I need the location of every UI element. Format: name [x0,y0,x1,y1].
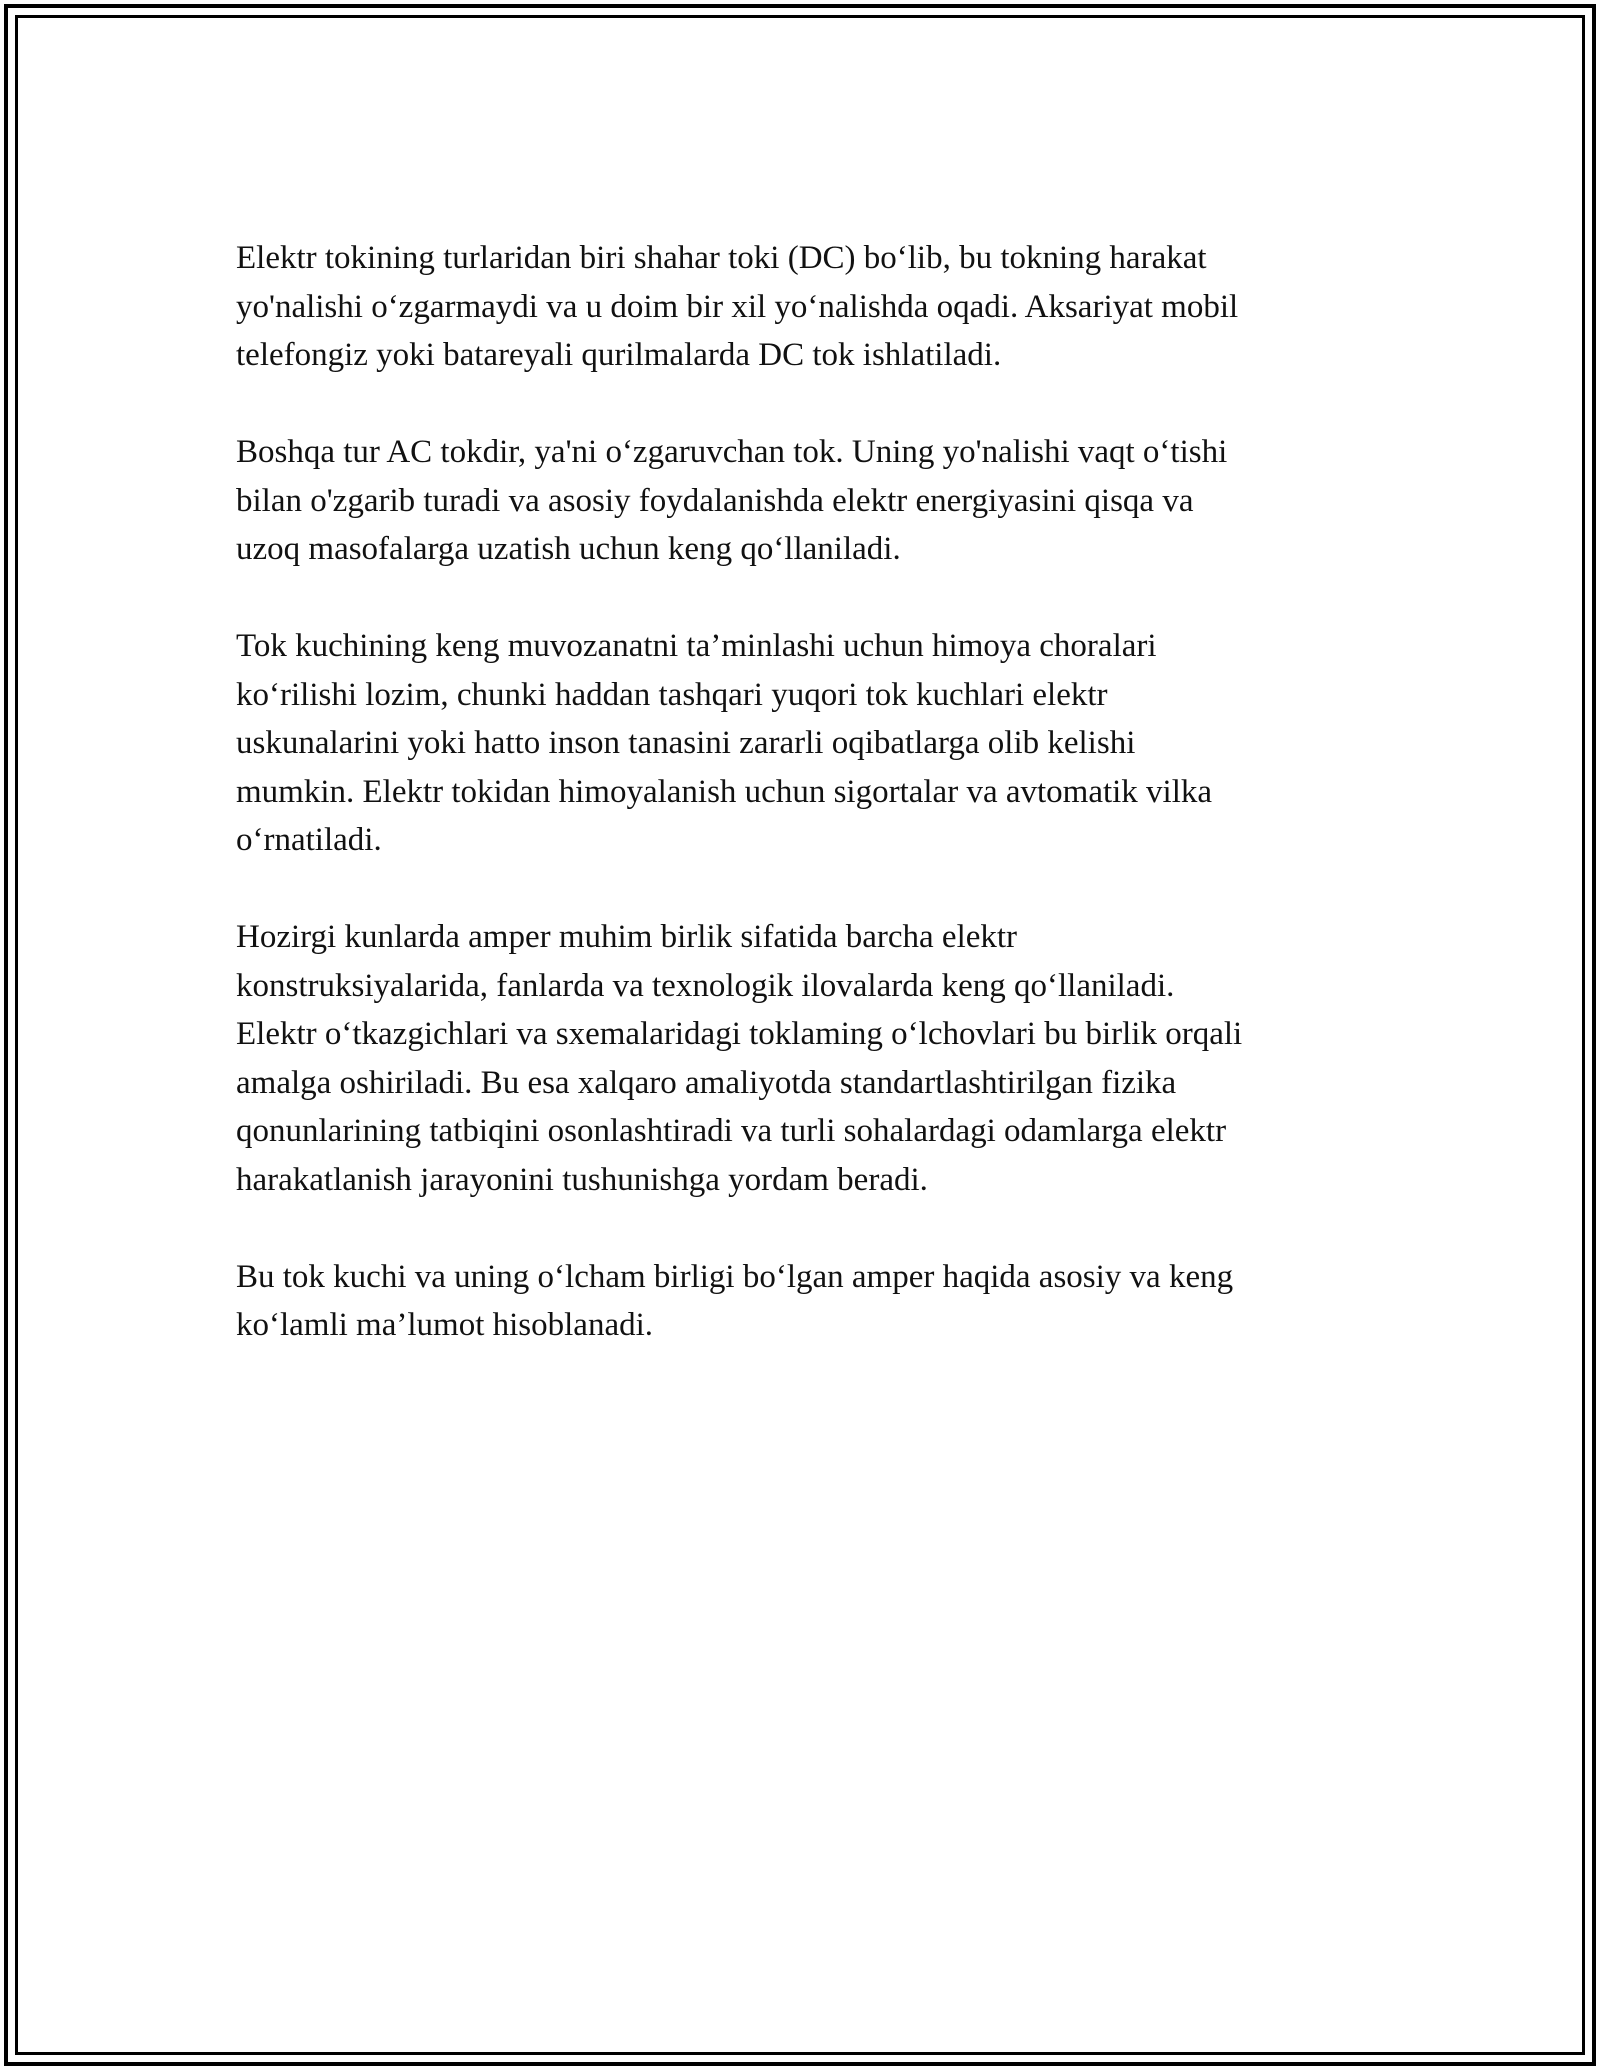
document-body [236,234,1366,1398]
paragraph-ampere-usage: Hozirgi kunlarda amper muhim birlik sifatida barcha elektr konstruksiyalarida, fanlarda va texnologik ilovalarda keng qo‘llaniladi. Elektr o‘tkazgichlari va sxemalaridagi toklaming o‘lchovlari bu birlik orqali amalga oshiriladi. Bu esa xalqaro amaliyotda standartlashtirilgan fizika qonunlarining tatbiqini osonlashtiradi va turli sohalardagi odamlarga elektr harakatlanish jarayonini tushunishga yordam beradi. [236,919,1243,1198]
paragraph-protection: Tok kuchining keng muvozanatni ta’minlashi uchun himoya choralari ko‘rilishi lozim, chunki haddan tashqari yuqori tok kuchlari elektr uskunalarini yoki hatto inson tanasini zararli oqibatlarga olib kelishi mumkin. Elektr tokidan himoyalanish uchun sigortalar va avtomatik vilka o‘rnatiladi. [236,628,1213,858]
paragraph-ac-current: Boshqa tur AC tokdir, ya'ni o‘zgaruvchan tok. Uning yo'nalishi vaqt o‘tishi bilan o'zgarib turadi va asosiy foydalanishda elektr energiyasini qisqa va uzoq masofalarga uzatish uchun keng qo‘llaniladi. [236,434,1228,567]
paragraph-conclusion: Bu tok kuchi va uning o‘lcham birligi bo‘lgan amper haqida asosiy va keng ko‘lamli ma’lumot hisoblanadi. [236,1258,1234,1343]
paragraph-dc-current: Elektr tokining turlaridan biri shahar toki (DC) bo‘lib, bu tokning harakat yo'nalishi o‘zgarmaydi va u doim bir xil yo‘nalishda oqadi. Aksariyat mobil telefongiz yoki batareyali qurilmalarda DC tok ishlatiladi. [236,240,1239,373]
